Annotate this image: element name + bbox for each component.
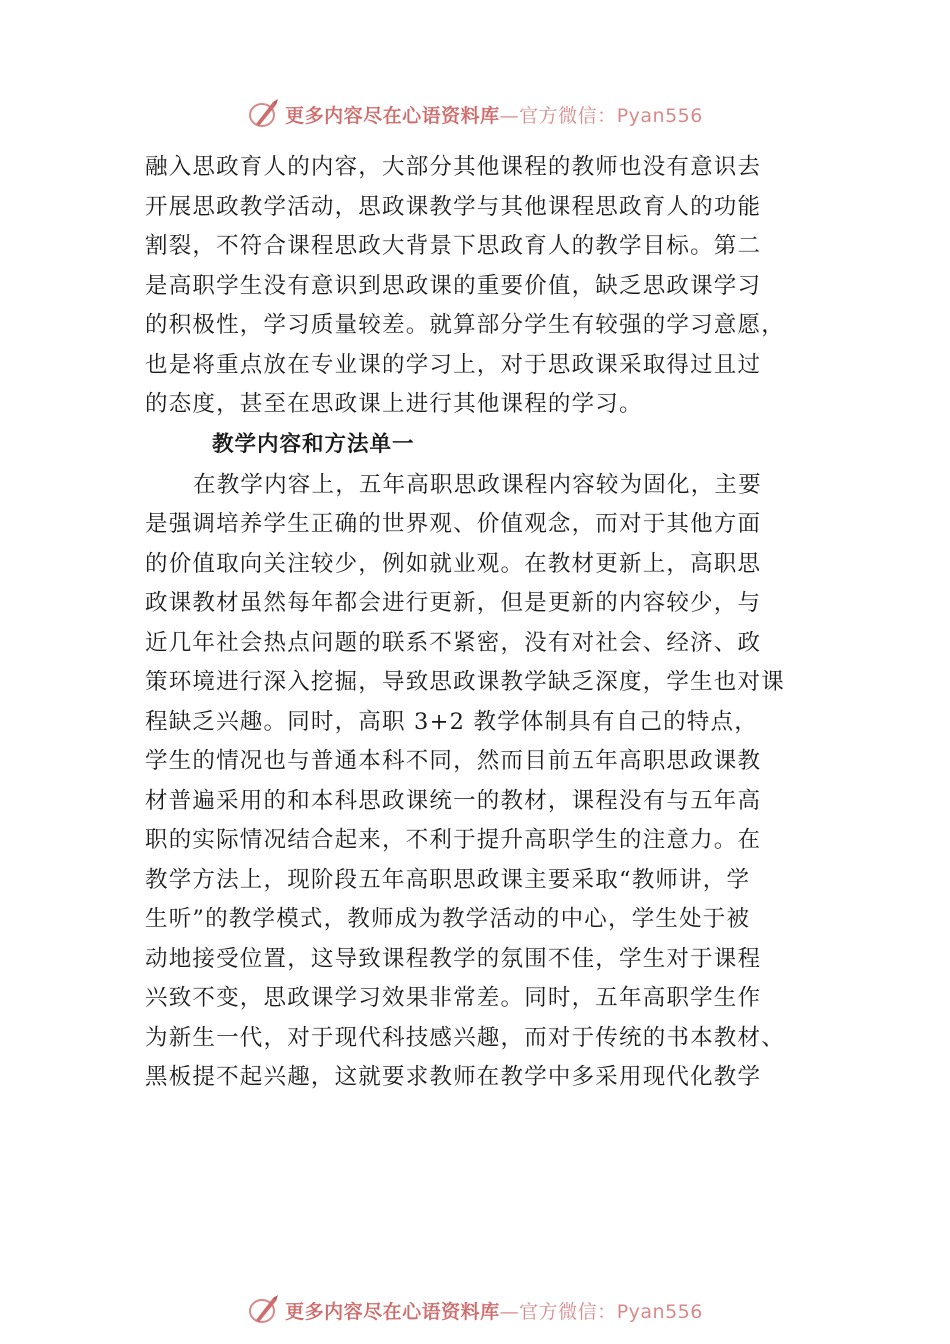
paragraph-1: [145, 148, 825, 425]
watermark-separator: —: [499, 1300, 520, 1323]
footer-watermark: [0, 1290, 950, 1330]
section-heading: 教学内容和方法单一: [212, 431, 415, 457]
text-line: 开展思政教学活动，思政课教学与其他课程思政育人的功能: [145, 193, 762, 220]
document-body: [145, 148, 825, 1098]
watermark-label: 官方微信：: [519, 104, 617, 127]
text-line: 的积极性，学习质量较差。就算部分学生有较强的学习意愿，: [145, 312, 785, 338]
text-line: 为新生一代，对于现代科技感兴趣，而对于传统的书本教材、: [145, 1024, 785, 1051]
quill-pen-logo-icon: [247, 1293, 281, 1327]
watermark-brand: 更多内容尽在心语资料库: [285, 1300, 500, 1323]
text-line: 学生的情况也与普通本科不同，然而目前五年高职思政课教: [145, 748, 762, 774]
text-line: 割裂，不符合课程思政大背景下思政育人的教学目标。第二: [145, 233, 762, 259]
text-line: 融入思政育人的内容，大部分其他课程的教师也没有意识去: [145, 154, 762, 180]
watermark-label: 官方微信：: [519, 1300, 617, 1323]
watermark-brand: 更多内容尽在心语资料库: [285, 104, 500, 127]
watermark-separator: —: [499, 104, 520, 127]
text-line: 动地接受位置，这导致课程教学的氛围不佳，学生对于课程: [145, 945, 762, 972]
paragraph-2: [145, 466, 825, 1098]
text-line: 黑板提不起兴趣，这就要求教师在教学中多采用现代化教学: [145, 1064, 762, 1090]
text-line: 也是将重点放在专业课的学习上，对于思政课采取得过且过: [145, 351, 762, 378]
text-line: 的态度，甚至在思政课上进行其他课程的学习。: [145, 391, 643, 417]
text-line: 职的实际情况结合起来，不利于提升高职学生的注意力。在: [145, 827, 762, 853]
header-watermark: [0, 94, 950, 134]
text-line: 策环境进行深入挖掘，导致思政课教学缺乏深度，学生也对课: [145, 669, 785, 695]
text-line: 在教学内容上，五年高职思政课程内容较为固化，主要: [193, 471, 762, 498]
watermark-account: Pyan556: [616, 104, 703, 127]
text-line: 是强调培养学生正确的世界观、价值观念，而对于其他方面: [145, 511, 762, 537]
text-line: 程缺乏兴趣。同时，高职 3+2 教学体制具有自己的特点，: [145, 708, 758, 735]
quill-pen-logo-icon: [247, 97, 281, 131]
text-line: 近几年社会热点问题的联系不紧密，没有对社会、经济、政: [145, 629, 762, 656]
text-line: 生听”的教学模式，教师成为教学活动的中心，学生处于被: [145, 906, 751, 932]
text-line: 政课教材虽然每年都会进行更新，但是更新的内容较少，与: [145, 590, 762, 616]
watermark-text: [285, 1297, 703, 1324]
text-line: 教学方法上，现阶段五年高职思政课主要采取“教师讲，学: [145, 866, 751, 893]
text-line: 材普遍采用的和本科思政课统一的教材，课程没有与五年高: [145, 787, 762, 814]
text-line: 是高职学生没有意识到思政课的重要价值，缺乏思政课学习: [145, 272, 762, 299]
watermark-text: [285, 101, 703, 128]
watermark-account: Pyan556: [616, 1300, 703, 1323]
text-line: 兴致不变，思政课学习效果非常差。同时，五年高职学生作: [145, 985, 762, 1011]
text-line: 的价值取向关注较少，例如就业观。在教材更新上，高职思: [145, 550, 762, 577]
